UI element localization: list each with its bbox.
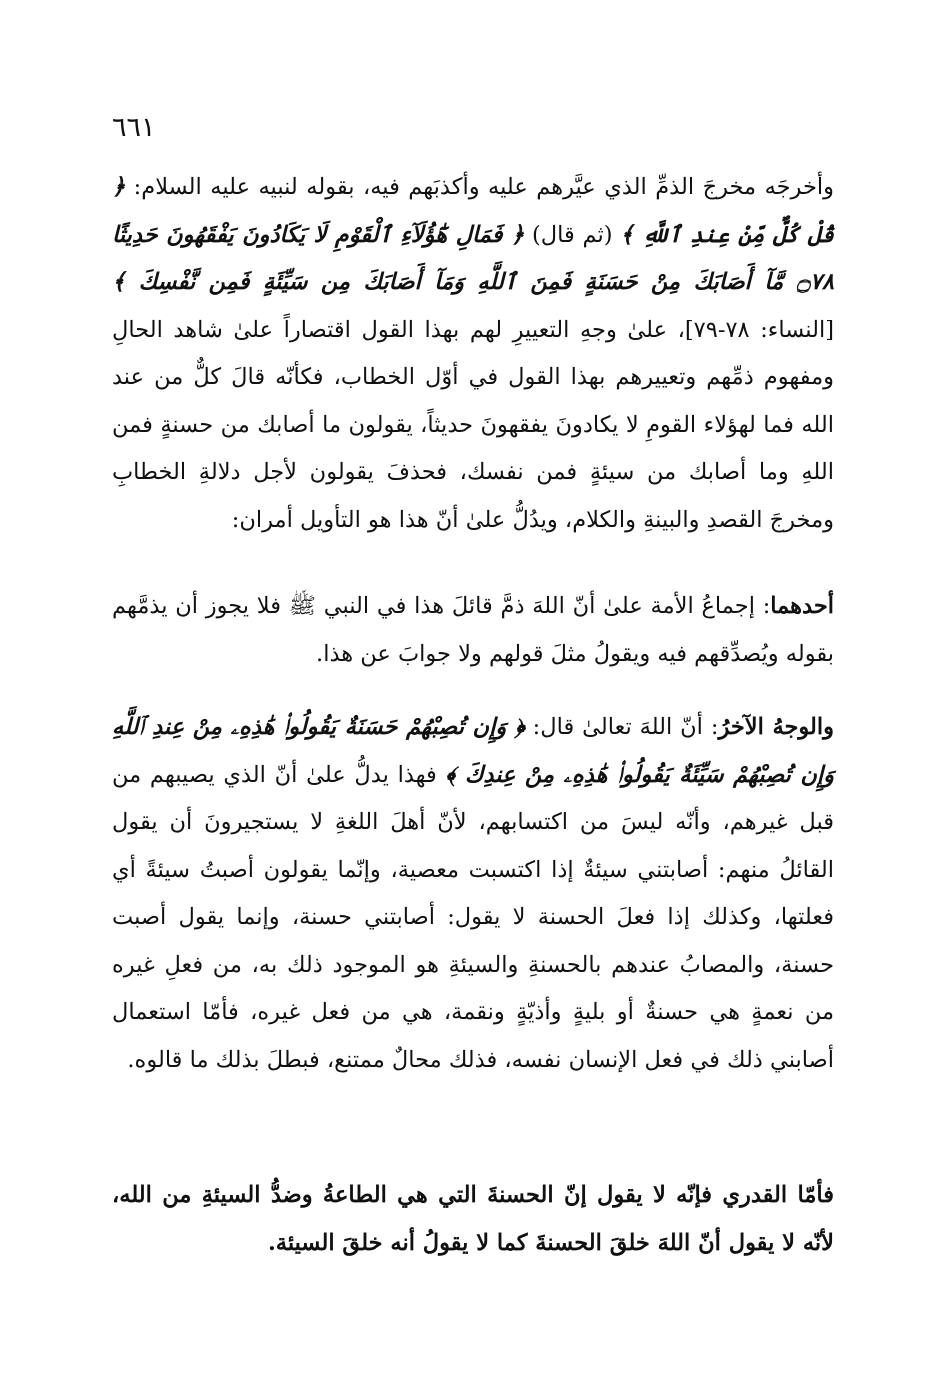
text-segment: : إجماعُ الأمة علىٰ أنّ اللهَ ذمَّ قائلَ هذا في النبي ﷺ فلا يجوز أن يذمَّهم بقوله ويُصدِّقهم فيه ويقولُ مثلَ قولهم ولا جوابَ عن هذا.: [112, 593, 834, 667]
quran-verse: ﴿ فَمَالِ هَٰٓؤُلَآءِ ٱلْقَوْمِ لَا يَكَادُونَ يَفْقَهُونَ حَدِيثًا ۝٧٨ مَّآ أَصَابَكَ مِنْ حَسَنَةٍ فَمِنَ ٱللَّهِ وَمَآ أَصَابَكَ مِن سَيِّئَةٍ فَمِن نَّفْسِكَ ﴾: [112, 221, 834, 295]
paragraph-1: [112, 164, 834, 544]
paragraph-lead: والوجهُ الآخرُ: [718, 714, 835, 740]
text-segment: وأخرجَه مخرجَ الذمِّ الذي عيَّرهم عليه وأكذبَهم فيه، بقوله لنبيه عليه السلام:: [125, 174, 834, 200]
paragraph-4: [112, 1172, 834, 1267]
text-segment: [النساء: ٧٨-٧٩]، علىٰ وجهِ التعييرِ لهم بهذا القول اقتصاراً علىٰ شاهد الحالِ ومفهوم ذمِّهم وتعييرهم بهذا القول في أوّل الخطاب، فكأنّه قالَ كلٌّ من عند الله فما لهؤلاء القومِ لا يكادونَ يفقهونَ حديثاً، يقولون ما أصابك من حسنةٍ فمن اللهِ وما أصابك من سيئةٍ فمن نفسك، فحذفَ يقولون لأجل دلالةِ الخطابِ ومخرجَ القصدِ والبينةِ والكلام، ويدُلُّ علىٰ أنّ هذا هو التأويل أمران:: [112, 316, 834, 533]
paragraph-lead: فأمّا القدري فإنّه لا يقول إنّ الحسنةَ التي هي الطاعةُ وضدُّ السيئةِ من الله، لأنّه لا يقول أنّ اللهَ خلقَ الحسنةَ كما لا يقولُ أنه خلقَ السيئة.: [112, 1182, 834, 1256]
text-segment: (ثم قال): [524, 221, 621, 248]
paragraph-lead: أحدهما: [770, 593, 834, 619]
text-segment: : أنّ اللهَ تعالىٰ قال:: [524, 714, 719, 740]
paragraph-2: [112, 583, 834, 678]
quran-verse: ﴿ قُلْ كُلٌّ مِّنْ عِندِ ٱللَّهِ ﴾: [112, 174, 834, 248]
page-number: ٦٦١: [112, 112, 156, 143]
paragraph-3: [112, 704, 834, 1084]
text-segment: فهذا يدلُّ علىٰ أنّ الذي يصيبهم من قبل غيرهم، وأنّه ليسَ من اكتسابهم، لأنّ أهلَ اللغةِ لا يستجيرونَ أن يقول القائلُ منهم: أصابتني سيئةٌ إذا اكتسبت معصية، وإنّما يقولون أصبتُ سيئةً أي فعلتها، وكذلك إذا فعلَ الحسنة لا يقول: أصابتني حسنة، وإنما يقول أصبت حسنة، والمصابُ عندهم بالحسنةِ والسيئةِ هو الموجود ذلك به، من فعلِ غيره من نعمةٍ هي حسنةٌ أو بليةٍ وأذيّةٍ ونقمة، هي من فعل غيره، فأمّا استعمال أصابني ذلك في فعل الإنسان نفسه، فذلك محالٌ ممتنع، فبطلَ بذلك ما قالوه.: [112, 761, 834, 1073]
quran-verse: ﴿ وَإِن تُصِبْهُمْ حَسَنَةٌ يَقُولُوا۟ هَٰذِهِۦ مِنْ عِندِ ٱللَّهِ وَإِن تُصِبْهُمْ سَيِّئَةٌ يَقُولُوا۟ هَٰذِهِۦ مِنْ عِندِكَ ﴾: [112, 714, 834, 788]
